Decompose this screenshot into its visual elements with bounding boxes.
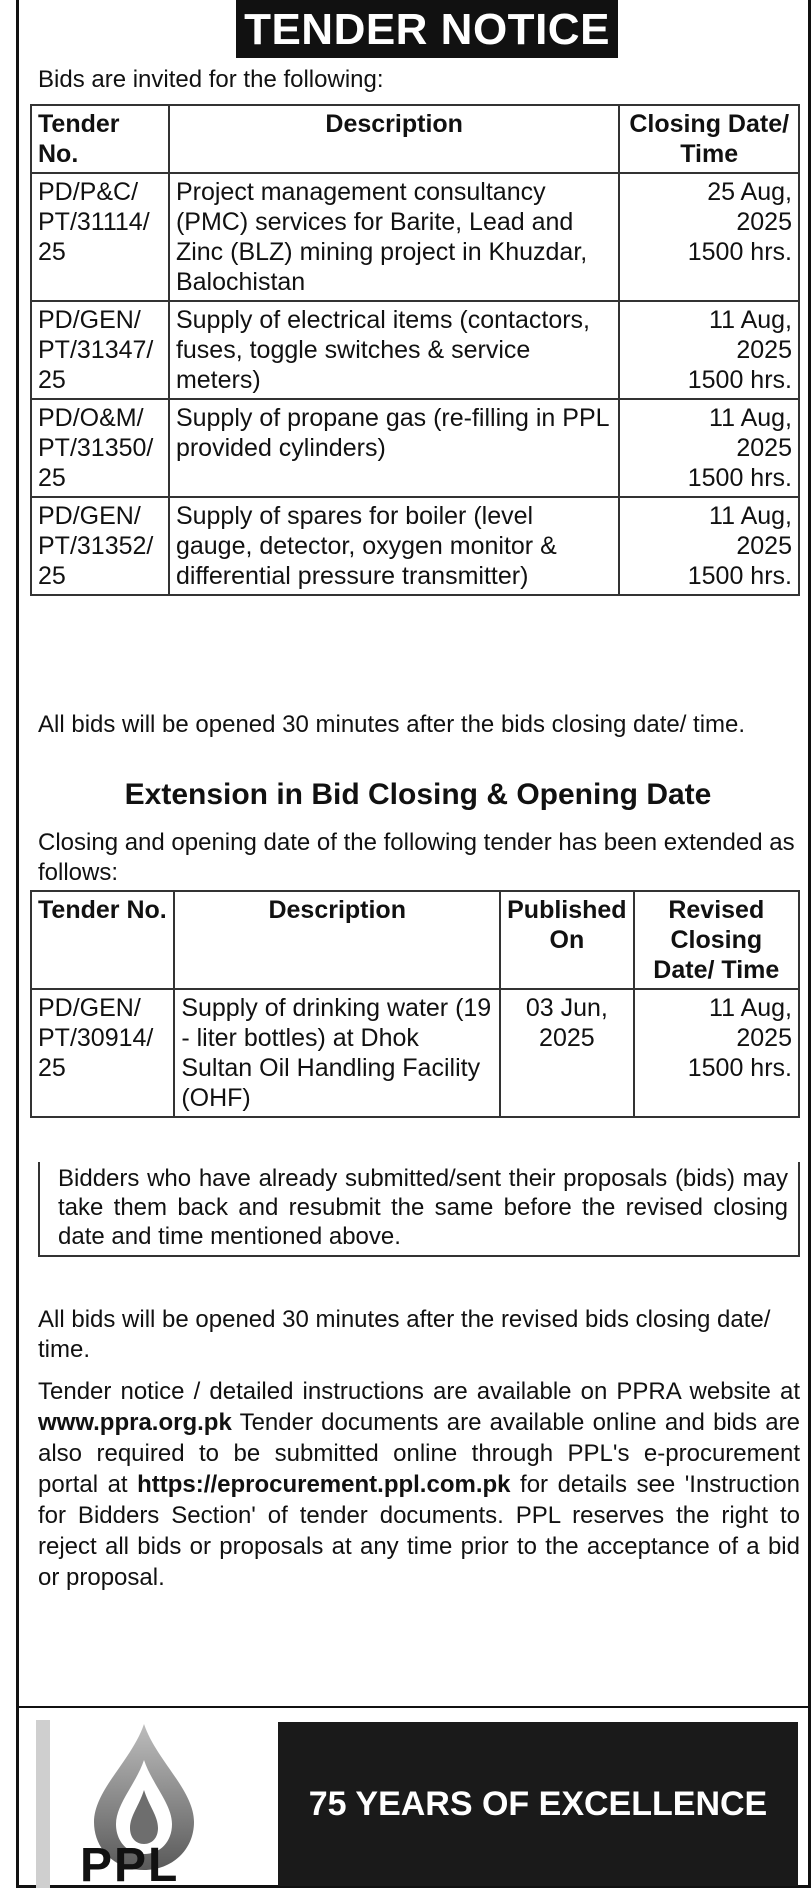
ppra-link[interactable]: www.ppra.org.pk — [38, 1409, 232, 1436]
header-revised-closing: Revised Closing Date/ Time — [634, 891, 799, 989]
tender-no-cell: PD/GEN/ PT/30914/ 25 — [31, 989, 174, 1117]
tenders-table — [30, 104, 800, 596]
description-cell: Supply of electrical items (contactors, fuses, toggle switches & service meters) — [169, 301, 619, 399]
resubmit-note: Bidders who have already submitted/sent their proposals (bids) may take them back and resubmit the same before the revised closing date and time mentioned above. — [38, 1162, 800, 1257]
header-description: Description — [174, 891, 500, 989]
table-row — [31, 173, 799, 301]
tender-no-cell: PD/GEN/ PT/31352/ 25 — [31, 497, 169, 595]
description-cell: Supply of drinking water (19 - liter bottles) at Dhok Sultan Oil Handling Facility (OHF) — [174, 989, 500, 1117]
table-header-row — [31, 105, 799, 173]
closing-date-cell: 11 Aug, 2025 1500 hrs. — [619, 301, 799, 399]
table-row — [31, 989, 799, 1117]
table-row — [31, 497, 799, 595]
extension-heading: Extension in Bid Closing & Opening Date — [124, 778, 712, 811]
tender-no-cell: PD/GEN/ PT/31347/ 25 — [31, 301, 169, 399]
page-title: TENDER NOTICE — [236, 0, 618, 58]
tender-no-cell: PD/P&C/ PT/31114/ 25 — [31, 173, 169, 301]
description-cell: Supply of propane gas (re-filling in PPL provided cylinders) — [169, 399, 619, 497]
ppl-logo-text: PPL — [80, 1839, 180, 1892]
description-cell: Project management consultancy (PMC) services for Barite, Lead and Zinc (BLZ) mining project in Khuzdar, Balochistan — [169, 173, 619, 301]
bids-opening-note: All bids will be opened 30 minutes after the bids closing date/ time. — [38, 711, 746, 738]
revised-closing-cell: 11 Aug, 2025 1500 hrs. — [634, 989, 799, 1117]
header-tender-no: Tender No. — [31, 891, 174, 989]
header-published-on: Published On — [500, 891, 633, 989]
tender-no-cell: PD/O&M/ PT/31350/ 25 — [31, 399, 169, 497]
header-closing-date: Closing Date/ Time — [619, 105, 799, 173]
header-tender-no: Tender No. — [31, 105, 169, 173]
description-cell: Supply of spares for boiler (level gauge, detector, oxygen monitor & differential pressure transmitter) — [169, 497, 619, 595]
footer-divider — [16, 1706, 811, 1708]
revised-opening-note: All bids will be opened 30 minutes after the revised bids closing date/ time. — [38, 1306, 771, 1363]
tender-notice-page — [16, 0, 811, 1902]
eprocurement-link[interactable]: https://eprocurement.ppl.com.pk — [137, 1471, 511, 1498]
intro-text: Bids are invited for the following: — [38, 66, 384, 93]
published-on-cell: 03 Jun, 2025 — [500, 989, 633, 1117]
closing-date-cell: 25 Aug, 2025 1500 hrs. — [619, 173, 799, 301]
header-description: Description — [169, 105, 619, 173]
instructions-paragraph: Tender notice / detailed instructions are available on PPRA website at www.ppra.org.pk Tender documents are available online and bids are also required to be submitted online through PPL's e-procurement portal at https://eprocurement.ppl.com.pk for details see 'Instruction for Bidders Section' of tender documents. PPL reserves the right to reject all bids or proposals at any time prior to the acceptance of a bid or proposal. — [38, 1378, 800, 1591]
extension-table — [30, 890, 800, 1118]
closing-date-cell: 11 Aug, 2025 1500 hrs. — [619, 399, 799, 497]
closing-date-cell: 11 Aug, 2025 1500 hrs. — [619, 497, 799, 595]
extension-intro: Closing and opening date of the following tender has been extended as follows: — [38, 829, 795, 886]
table-row — [31, 399, 799, 497]
excellence-banner: 75 YEARS OF EXCELLENCE — [278, 1722, 798, 1886]
table-row — [31, 301, 799, 399]
table-header-row — [31, 891, 799, 989]
